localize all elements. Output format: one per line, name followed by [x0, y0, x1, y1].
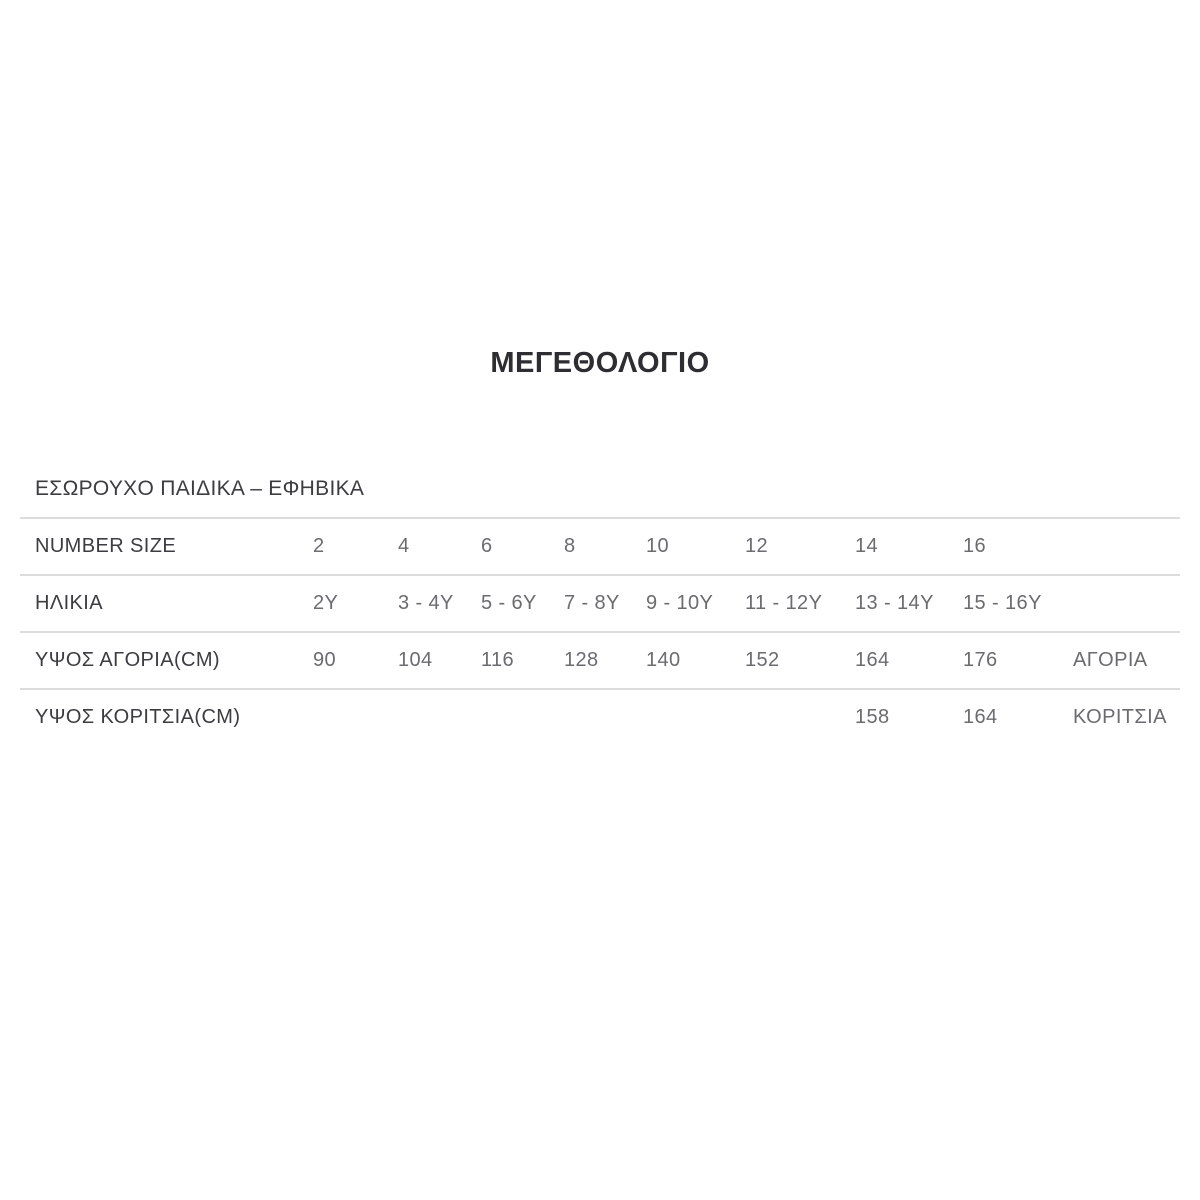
- cell: 104: [398, 649, 433, 671]
- cell: 3 - 4Y: [398, 592, 454, 614]
- cell: 164: [855, 649, 890, 671]
- cell: 128: [564, 649, 599, 671]
- row-label: ΗΛΙΚΙΑ: [35, 592, 103, 614]
- cell: [745, 689, 855, 745]
- cell: [481, 689, 564, 745]
- cell: 12: [745, 535, 769, 557]
- cell: 10: [646, 535, 670, 557]
- row-label: ΥΨΟΣ ΚΟΡΙΤΣΙΑ(CM): [35, 706, 241, 728]
- cell: ΑΓΟΡΙΑ: [1073, 649, 1148, 671]
- page-title: ΜΕΓΕΘΟΛΟΓΙΟ: [490, 347, 710, 379]
- cell: 15 - 16Y: [963, 592, 1042, 614]
- row-label: NUMBER SIZE: [35, 535, 177, 557]
- section-heading: ΕΣΩΡΟΥΧΟ ΠΑΙΔΙΚΑ – ΕΦΗΒΙΚΑ: [35, 477, 365, 500]
- cell: 140: [646, 649, 681, 671]
- cell: 16: [963, 535, 987, 557]
- cell: 5 - 6Y: [481, 592, 537, 614]
- cell: ΚΟΡΙΤΣΙΑ: [1073, 706, 1167, 728]
- cell: [1073, 575, 1180, 632]
- cell: 7 - 8Y: [564, 592, 620, 614]
- cell: [313, 689, 398, 745]
- cell: 6: [481, 535, 493, 557]
- cell: 11 - 12Y: [745, 592, 823, 614]
- row-label: ΥΨΟΣ ΑΓΟΡΙΑ(CM): [35, 649, 220, 671]
- cell: [1073, 518, 1180, 575]
- cell: 4: [398, 535, 410, 557]
- cell: 158: [855, 706, 890, 728]
- table-row-number-size: [20, 518, 1180, 575]
- table-row-age: [20, 575, 1180, 632]
- cell: 90: [313, 649, 337, 671]
- cell: 164: [963, 706, 998, 728]
- cell: 2: [313, 535, 325, 557]
- cell: 116: [481, 649, 515, 671]
- cell: 13 - 14Y: [855, 592, 934, 614]
- cell: [398, 689, 481, 745]
- table-row-height-girls: [20, 689, 1180, 745]
- cell: 14: [855, 535, 879, 557]
- cell: 9 - 10Y: [646, 592, 714, 614]
- size-table: [20, 517, 1180, 745]
- cell: [564, 689, 646, 745]
- cell: 152: [745, 649, 780, 671]
- cell: [646, 689, 745, 745]
- cell: 176: [963, 649, 998, 671]
- cell: 2Y: [313, 592, 339, 614]
- cell: 8: [564, 535, 576, 557]
- table-row-height-boys: [20, 632, 1180, 689]
